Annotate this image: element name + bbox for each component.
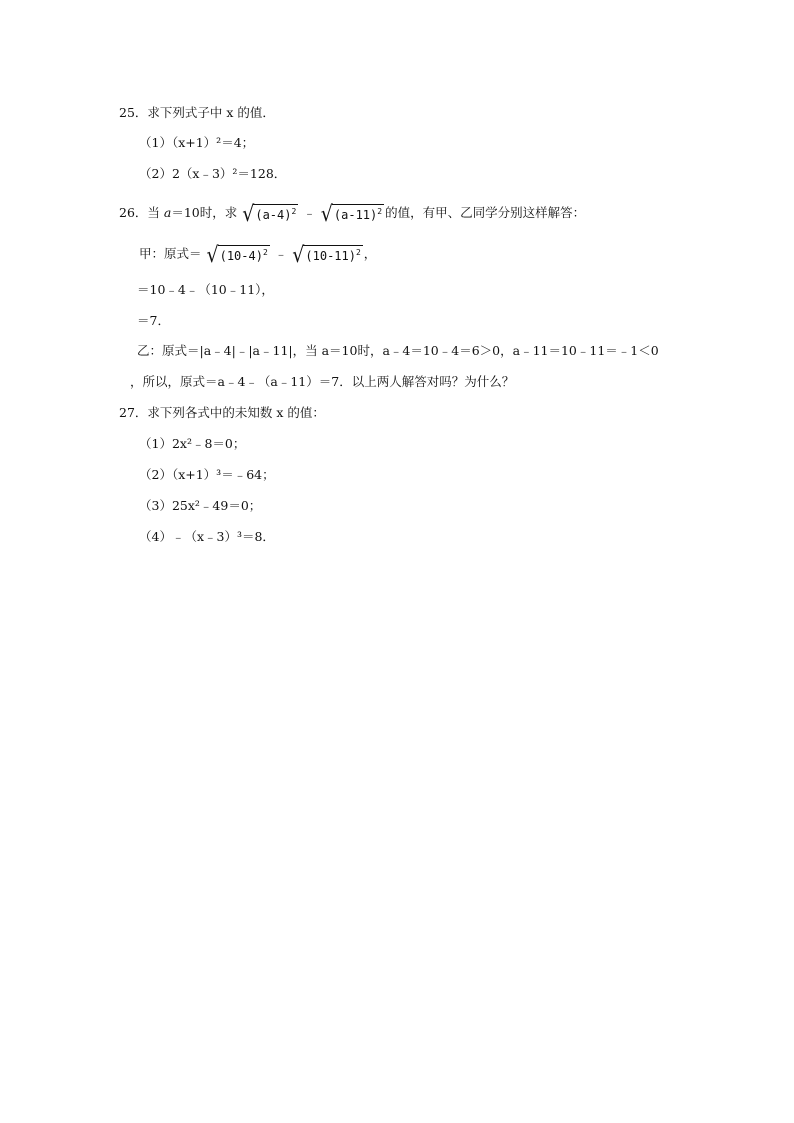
q26-jia-line1	[139, 242, 376, 266]
q27-part4	[139, 528, 275, 546]
q27-part2-text: （2）（x+1）³＝﹣64；	[139, 467, 275, 482]
q26-jia-radical-2-body: (10-11)	[305, 248, 356, 263]
q26-jia-radical-1-body: (10-4)	[219, 248, 263, 263]
q27-part4-text: （4）﹣（x﹣3）³＝8．	[139, 529, 275, 544]
q26-yi-line1-text: 乙：原式＝|a﹣4|﹣|a﹣11|，当 a＝10时，a﹣4＝10﹣4＝6＞0，a﹣11＝10﹣11＝﹣1＜0	[137, 343, 659, 358]
q26-jia-line2	[137, 281, 274, 299]
q26-jia-line3-text: ＝7．	[137, 313, 170, 328]
q26-radical-1-body: (a-4)	[255, 207, 292, 222]
q27-part2	[139, 466, 275, 484]
q27-part1	[139, 435, 245, 453]
q26-yi-line2	[130, 373, 514, 391]
q26-jia-line2-text: ＝10﹣4﹣（10﹣11），	[137, 282, 274, 297]
q26-jia-radical-1: √ $(10-4)^2$	[206, 241, 268, 268]
q25-part1-text: （1）（x+1）²＝4；	[139, 135, 255, 150]
q27-part1-text: （1）2x²﹣8＝0；	[139, 436, 246, 451]
q26-jia-minus: ﹣	[274, 246, 288, 261]
q26-radical-1: √ $(a-4)^2$	[242, 200, 297, 227]
q26-intro-b: ＝10时，求	[171, 205, 238, 220]
q25-part2	[139, 165, 286, 183]
q26-jia-label: 甲：原式＝	[139, 246, 202, 261]
q26-intro-a: 26．当	[119, 205, 164, 220]
q25-title-text: 25．求下列式子中 x 的值．	[119, 105, 275, 120]
q26-yi-line1	[137, 342, 659, 360]
q26-var-a: a	[163, 205, 172, 220]
q26-title	[119, 201, 585, 225]
q25-part2-text: （2）2（x﹣3）²＝128．	[139, 166, 287, 181]
q26-intro-c: 的值，有甲、乙同学分别这样解答：	[385, 205, 586, 220]
q27-part3	[139, 497, 261, 515]
q26-jia-radical-2: √ $(10-11)^2$	[292, 241, 361, 268]
q26-minus: ﹣	[303, 205, 316, 220]
q27-title	[119, 404, 325, 422]
q26-yi-line2-text: ，所以，原式＝a﹣4﹣（a﹣11）＝7．以上两人解答对吗？为什么？	[130, 374, 515, 389]
q26-jia-line3	[137, 312, 170, 330]
q27-part3-text: （3）25x²﹣49＝0；	[139, 498, 262, 513]
q26-radical-2: √ $(a-11)^2$	[320, 200, 383, 227]
q26-jia-comma: ，	[363, 246, 377, 261]
q26-radical-2-body: (a-11)	[333, 207, 378, 222]
q27-title-text: 27．求下列各式中的未知数 x 的值：	[119, 405, 325, 420]
q25-title	[119, 104, 275, 122]
q25-part1	[139, 134, 254, 152]
